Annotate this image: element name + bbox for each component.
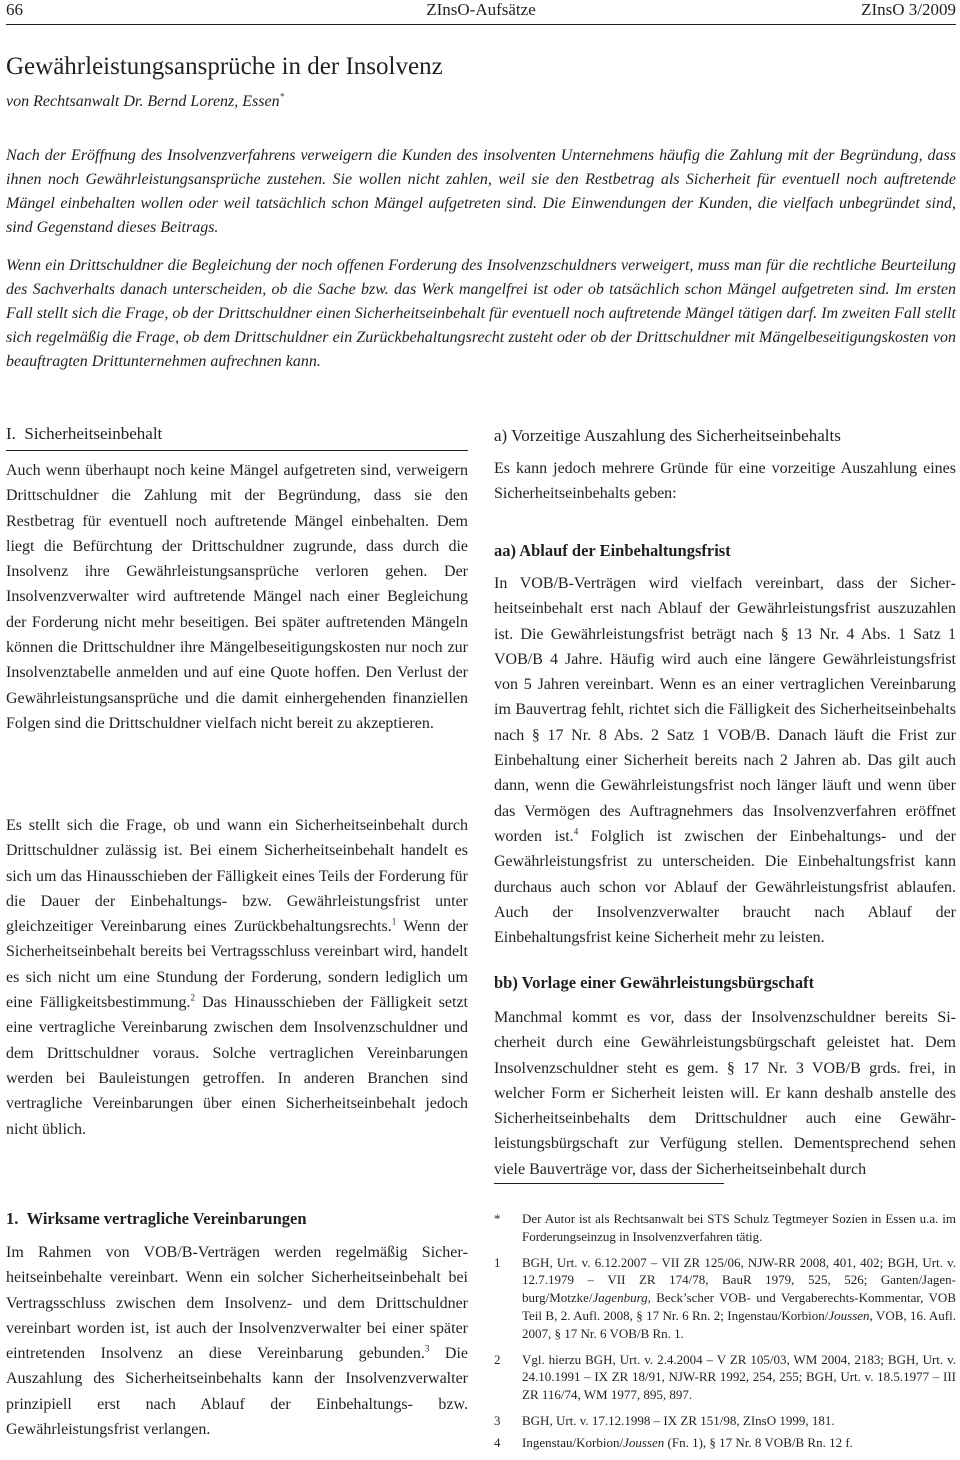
footnotes	[494, 1210, 956, 1460]
journal-issue: ZInsO 3/2009	[861, 0, 956, 19]
left-column-section-heading	[6, 421, 468, 446]
heading-warranty-bond: bb) Vorlage einer Gewährleistungsbürgschaft	[494, 973, 815, 992]
footnote-mark: *	[494, 1211, 501, 1226]
paragraph-retention-legality	[6, 813, 468, 1142]
right-column-heading-a	[494, 423, 956, 448]
paragraph-early-payout: Es kann jedoch mehrere Gründe für eine vorzeitige Auszahlung eines Sicherheitseinbehalts geben:	[494, 460, 956, 503]
running-header	[6, 0, 956, 25]
journal-section: ZInsO-Aufsätze	[426, 0, 536, 19]
footnote-text: (Fn. 1), § 17 Nr. 8 VOB/B Rn. 12 f.	[664, 1434, 853, 1450]
footnote-text: , Beck’scher VOB- und Vergaberechts-Kommentar, VOB Teil B, 2. Aufl. 2008, § 17 Nr. 6 Rn. 2; Ingenstau/Korbion/	[522, 1290, 956, 1323]
paragraph-security-retention: Auch wenn überhaupt noch keine Mängel aufgetreten sind, verweigern Drittschuldner die Zahlung mit der Begründung, dass sie den Restbetrag für eventuell noch auftretende Mängel einbehalten. Dem liegt die Befürchtung der Drittschuldner zugrunde, dass durch die Insolvenz ihre Gewährleistungsansprüche verloren gehen. Der Insolvenzverwalter wird auftretende Mängel nach einer Begleichung der Forderung nicht mehr beseitigen. Bei später auftretenden Mängeln können die Drittschuldner ihre Mängelbeseitigungskosten nur noch zur Insolvenztabelle anmelden und auf eine Quote hoffen. Den Verlust der Gewährleistungsansprüche und die damit einhergehenden finanziellen Folgen sind die Drittschuldner vielfach nicht bereit zu akzeptieren.	[6, 462, 468, 732]
article-title: Gewährleistungsansprüche in der Insolvenz	[6, 53, 443, 80]
footnote-text: , VOB, 16. Aufl. 2007, § 17 Nr. 6 VOB/B Rn. 1.	[522, 1307, 956, 1341]
footnote-mark: 4	[494, 1434, 501, 1450]
subsection-number: 1.	[6, 1209, 19, 1228]
abstract-paragraph-1: Nach der Eröffnung des Insolvenzverfahrens verweigern die Kunden des insolventen Unternehmens häufig die Zahlung mit der Begründung, dass ihnen noch Gewährleistungsansprüche zustehen. Sie wollen nicht zahlen, weil sie den Restbetrag als Sicherheit für eventuell noch auftretende Mängel einbehalten wollen oder weil tatsächlich schon Mängel aufgetreten sind. Die Einwendungen der Kunden, die vielfach unbegründet sind, sind Gegenstand dieses Beitrags.	[6, 147, 956, 236]
section-title: Sicherheitseinbehalt	[24, 424, 163, 443]
left-column-paragraph-1	[6, 458, 468, 736]
heading-early-payout: a) Vorzeitige Auszahlung des Sicherheitseinbehalts	[494, 426, 841, 445]
author-name: von Rechtsanwalt Dr. Bernd Lorenz, Essen	[6, 93, 280, 110]
article-author	[6, 93, 284, 111]
footnote-ref: 3	[424, 1343, 430, 1354]
footnote-text-italic: Joussen	[828, 1307, 870, 1323]
footnote-4	[494, 1434, 956, 1452]
footnote-text: BGH, Urt. v. 17.12.1998 – IX ZR 151/98, ZInsO 1999, 181.	[522, 1412, 835, 1428]
text-run: Wenn der Sicherheitseinbehalt bereits bei Vertragsschluss vereinbart wird, handelt es sich nicht um eine Stundung der Forderung, sondern lediglich um eine Fälligkeitsbestimmung.	[6, 918, 468, 1012]
paragraph-retention-period	[494, 571, 956, 950]
text-run: Das Hinausschieben der Fälligkeit setzt eine vertragliche Vereinbarung zwischen dem Insolvenzschuldner und dem Drittschuldner voraus. Solche vertraglichen Vereinbarungen werden bei Bauleistungen getroffen. In anderen Branchen sind vertragliche Vereinbarungen über einen Sicherheitseinbehalt jedoch nicht üblich.	[6, 994, 469, 1138]
left-column-subheading	[6, 1206, 468, 1231]
footnote-ref: 2	[190, 992, 195, 1003]
right-column-paragraph-aa	[494, 571, 956, 950]
right-column-heading-aa	[494, 538, 956, 563]
author-footnote-mark: *	[279, 91, 285, 102]
right-column-heading-bb	[494, 970, 956, 995]
text-run: In VOB/B-Verträgen wird vielfach vereinbart, dass der Sicherheitseinbehalt erst nach Ablauf der Gewährleistungsfrist auszuzahlen ist. Die Gewährleistungsfrist beträgt nach § 13 Nr. 4 Abs. 1 Satz 1 VOB/B 4 Jahre. Häufig wird auch eine längere Gewährleistungsfrist von 5 Jahren vereinbart. Wenn es an einer vertraglichen Vereinbarung im Bauvertrag fehlt, richtet sich die Fälligkeit des Sicherheitseinbehalts nach § 17 Nr. 8 Abs. 2 Satz 1 VOB/B. Danach läuft die Frist zur Einbehaltung einer Sicherheit bereits nach 2 Jahren ab. Das gilt auch dann, wenn die Gewährleistungsfrist noch länger läuft und wenn über das Vermögen des Auftragnehmers das Insolvenzverfahren eröffnet worden ist.	[494, 575, 956, 845]
text-run: Folglich ist zwischen der Einbehaltungs- und der Gewährleistungsfrist zu unterscheiden. Die Einbehaltungsfrist kann durchaus auch schon vor Ablauf der Gewährleistungsfrist ablaufen. Auch der Insolvenzverwalter braucht nach Ablauf der Einbehaltungsfrist keine Sicherheit mehr zu leisten.	[494, 827, 956, 947]
section-heading-rule	[6, 450, 468, 451]
footnote-mark: 2	[494, 1351, 501, 1367]
footnote-1	[494, 1254, 956, 1343]
footnote-text: BGH, Urt. v. 6.12.2007 – VII ZR 125/06, NJW-RR 2008, 401, 402; BGH, Urt. v. 12.7.1979 – VII ZR 174/78, BauR 1979, 525, 526; Ganten/Jagenburg/Motzke/	[522, 1254, 956, 1306]
footnote-author	[494, 1210, 956, 1246]
paragraph-vob-agreements	[6, 1240, 468, 1442]
text-run: Es stellt sich die Frage, ob und wann ein Sicherheitseinbehalt durch Drittschuldner zulässig ist. Bei einem Sicherheitseinbehalt handelt es sich um das Hinausschieben der Fälligkeit eines Teils der Forderung für die Dauer der Einbehaltungs- bzw. Gewährleistungsfrist unter gleichzeitiger Vereinbarung eines Zurückbehaltungsrechts.	[6, 817, 468, 936]
footnote-text-italic: Jagenburg	[592, 1290, 648, 1306]
right-column-paragraph-a	[494, 456, 956, 507]
footnote-3	[494, 1412, 956, 1430]
footnote-ref: 4	[573, 826, 579, 837]
paragraph-warranty-bond: Manchmal kommt es vor, dass der Insolvenzschuldner bereits Sicherheit durch eine Gewährleistungsbürgschaft geleistet hat. Dem Insolvenzschuldner steht es gem. § 17 Nr. 3 VOB/B grds. frei, in welcher Form er Sicherheit leisten will. Er kann deshalb anstelle des Sicherheitseinbehalts dem Drittschuldner auch eine Gewährleistungsbürgschaft zur Verfügung stellen. Dementsprechend sehen viele Bauverträge vor, dass der Sicherheitseinbehalt durch	[494, 1009, 956, 1178]
left-column-paragraph-2	[6, 813, 468, 1142]
heading-retention-period: aa) Ablauf der Einbehaltungsfrist	[494, 541, 731, 560]
text-run: Im Rahmen von VOB/B-Verträgen werden regelmäßig Sicherheitseinbehalte vereinbart. Wenn ein solcher Sicherheitseinbehalt bei Vertragsschluss zwischen dem Insolvenz- und dem Drittschuldner vereinbart worden ist, ist auch der Insolvenzverwalter bei einer später eintretenden Insolvenz an diese Vereinbarung gebunden.	[6, 1244, 468, 1363]
footnote-mark: 3	[494, 1412, 501, 1428]
subsection-title: Wirksame vertragliche Vereinbarungen	[26, 1209, 307, 1228]
text-run: Die Auszahlung des Sicherheitseinbehalts kann der Insolvenzverwalter prinzipiell erst nach Ablauf der Einbehaltungs- bzw. Gewährleistungsfrist verlangen.	[6, 1345, 468, 1439]
abstract-paragraph-2: Wenn ein Drittschuldner die Begleichung der noch offenen Forderung des Insolvenzschuldners verweigert, muss man für die rechtliche Beurteilung des Sachverhalts danach unterscheiden, ob die Sache bzw. das Werk mangelfrei ist oder ob tatsächlich schon Mängel aufgetreten sind. Im ersten Fall stellt sich die Frage, ob der Drittschuldner einen Sicherheitseinbehalt für eventuell noch auftretende Mängel tätigen darf. Im zweiten Fall stellt sich regelmäßig die Frage, ob dem Drittschuldner ein Zurückbehaltungsrecht zusteht oder ob der Drittschuldner mit Mängelbeseitigungskosten von beauftragten Drittunternehmen aufrechnen kann.	[6, 257, 956, 370]
footnote-2	[494, 1351, 956, 1404]
page-number: 66	[6, 0, 23, 19]
footnote-rule	[494, 1183, 724, 1184]
right-column-paragraph-bb	[494, 1005, 956, 1182]
section-number: I.	[6, 424, 16, 443]
footnote-text: Vgl. hierzu BGH, Urt. v. 2.4.2004 – V ZR 105/03, WM 2004, 2183; BGH, Urt. v. 24.10.1991 – IX ZR 18/91, NJW-RR 1992, 254, 255; BGH, Urt. v. 18.5.1977 – III ZR 116/74, WM 1977, 895, 897.	[522, 1351, 956, 1403]
footnote-text: Ingenstau/Korbion/	[522, 1434, 624, 1450]
left-column-paragraph-3	[6, 1240, 468, 1442]
footnote-mark: 1	[494, 1254, 501, 1270]
footnote-text-italic: Joussen	[623, 1434, 665, 1450]
footnote-ref: 1	[391, 916, 397, 927]
footnote-text: Der Autor ist als Rechtsanwalt bei STS Schulz Tegtmeyer Sozien in Essen u.a. im Forderungseinzug in Insolvenzverfahren tätig.	[522, 1211, 956, 1244]
